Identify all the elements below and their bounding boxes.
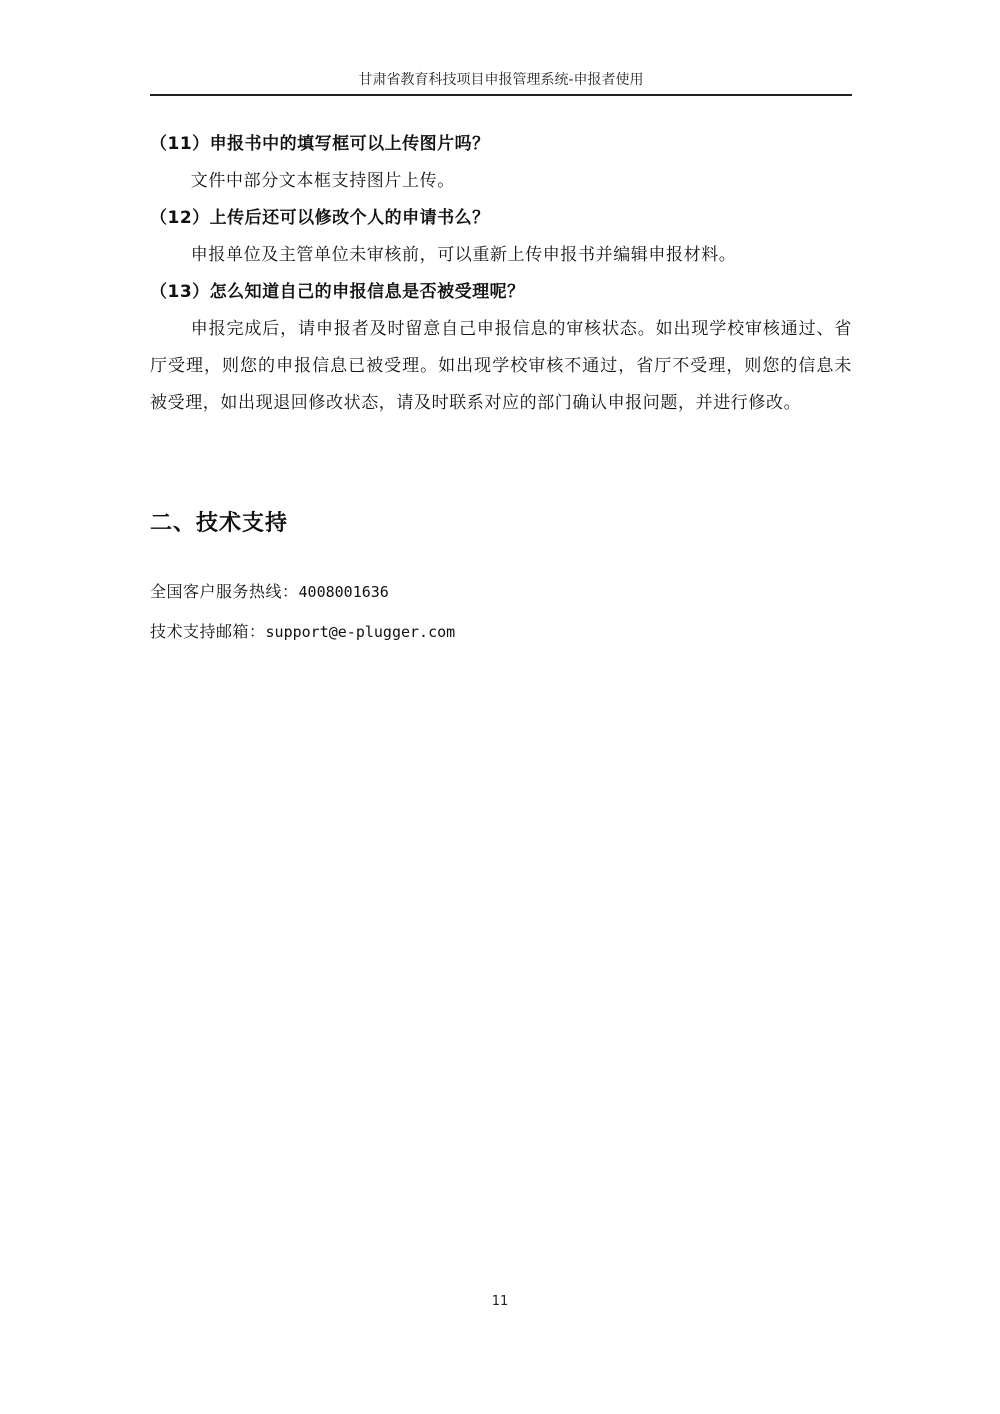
email-line (150, 612, 852, 652)
faq-list (150, 126, 852, 422)
faq-answer-12: 申报单位及主管单位未审核前，可以重新上传申报书并编辑申报材料。 (190, 245, 737, 265)
hotline-label: 全国客户服务热线： (150, 582, 299, 601)
email-label: 技术支持邮箱： (150, 622, 266, 641)
faq-answer-13: 申报完成后，请申报者及时留意自己申报信息的审核状态。如出现学校审核通过、省厅受理，则您的申报信息已被受理。如出现学校审核不通过，省厅不受理，则您的信息未被受理，如出现退回修改状态，请及时联系对应的部门确认申报问题，并进行修改。 (150, 319, 852, 413)
support-info (150, 572, 852, 652)
faq-question-12: （12）上传后还可以修改个人的申请书么？ (150, 208, 490, 228)
email-value: support@e-plugger.com (265, 623, 456, 641)
page-header (150, 70, 852, 96)
faq-answer-11: 文件中部分文本框支持图片上传。 (190, 171, 455, 191)
section-title-tech-support: 二、技术支持 (150, 511, 289, 536)
faq-question-13: （13）怎么知道自己的申报信息是否被受理呢？ (150, 282, 525, 302)
header-title: 甘肃省教育科技项目申报管理系统-申报者使用 (358, 72, 644, 88)
faq-question-11: （11）申报书中的填写框可以上传图片吗？ (150, 134, 490, 154)
hotline-value: 4008001636 (298, 583, 389, 601)
hotline-line (150, 572, 852, 612)
page-number: 11 (491, 1294, 509, 1309)
